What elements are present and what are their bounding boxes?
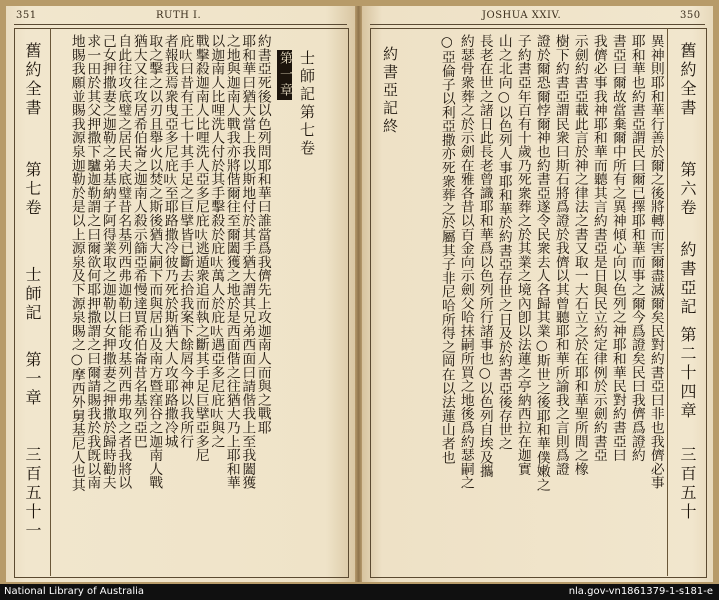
side-volume-right: 第六卷 xyxy=(678,161,697,218)
right-text-column-2: 耶和華也約書亞謂民曰爾已擇耶和華而事之爾今爲證矣民曰我儕爲證約 xyxy=(628,34,645,462)
side-book-right: 約書亞記 xyxy=(678,241,697,317)
right-text-column-8: 子約書亞年百有十歲乃死衆葬之於其業之境內卽以法蓮之亭納西拉在迦實 xyxy=(514,34,531,476)
footer-bar xyxy=(0,584,719,600)
header-rule-right xyxy=(370,24,705,25)
left-text-column-3: 之地與迦南人戰我亦將偕爾往至爾闔獲之地於是西面偕之往猶大乃上耶和華 xyxy=(223,34,240,490)
page-number-left: 351 xyxy=(16,10,37,21)
book-gutter xyxy=(355,6,362,582)
left-text-column-1: 約書亞死後以色列問耶和華曰誰當爲我儕先上攻迦南人而與之戰耶 xyxy=(254,34,271,435)
right-page xyxy=(362,6,713,582)
footer-library: National Library of Australia xyxy=(4,586,145,597)
right-text-column-10: 長老在世之諸日此長老曾識耶和華爲以色列所行諸事也○以色列自埃及攜 xyxy=(476,34,493,478)
left-text-column-11: 己女押撒妻之迦勒之弟基納子阿得業取之迦勒以女押撒妻之押撒於歸時勸夫 xyxy=(99,34,116,490)
left-text-column-6: 庇𠯈曰昔有王七十其手足之巨擘皆已斷去拾我案下餘屑今神以我所行 xyxy=(177,34,194,448)
book-spread xyxy=(6,6,713,582)
left-text-column-12: 求一田於其父押撒下驢迦勒謂之曰爾欲何耶押撒謂之曰爾請賜我於我旣以南 xyxy=(84,34,101,490)
book-heading: 士師記第七卷 xyxy=(298,50,316,158)
right-text-column-12: ○亞倫子以利亞撒亦死衆葬之於屬其子非尼哈所得之岡在以法蓮山者也 xyxy=(438,34,455,464)
side-title-left: 舊約全書 xyxy=(23,42,42,118)
side-title-right: 舊約全書 xyxy=(678,42,697,118)
side-chapter-left: 第一章 xyxy=(23,351,42,408)
page-number-right: 350 xyxy=(680,10,701,21)
side-book-left: 士師記 xyxy=(23,266,42,323)
side-chapter-right: 第二十四章 xyxy=(678,326,697,421)
right-text-column-6: 樹下約書亞謂民衆曰斯石將爲證於我儕以其曾聽耶和華所諭我之言則爲證 xyxy=(552,34,569,476)
right-text-column-11: 約瑟骨衆葬之於示劍在雅各昔以百金向示劍父哈抹嗣所買之地後爲約瑟嗣之 xyxy=(457,34,474,490)
end-mark: 約書亞記終 xyxy=(381,46,399,136)
side-rule-left xyxy=(50,28,51,576)
right-text-column-7: 證於爾恐爾悖爾神也約書亞遂令民衆去人各歸其業○斯世之後耶和華僕嫩之 xyxy=(533,34,550,492)
header-rule-left xyxy=(14,24,347,25)
left-text-column-10: 自此往攻底璧之居民夫底璧昔名基列西弗迦勒曰能攻基列西弗取之者我將以 xyxy=(115,34,132,490)
left-text-column-13: 地賜我願並賜我源泉迦勒於是以上源泉及下源泉賜之○摩西外舅基尼人也其 xyxy=(68,34,85,492)
chapter-heading-box: 第一章 xyxy=(277,51,292,99)
left-text-column-8: 取之擊之以刃且舉火以焚之斯後猶大嗣下而與居山及南方暨窪谷之迦南人戰 xyxy=(146,34,163,490)
right-text-column-4: 我儕必事我神耶和華而聽其言約書亞是日與民立約定律例於示劍約書亞 xyxy=(590,34,607,462)
right-text-column-3: 書亞曰爾故當棄爾中所有之異神傾心向以色列之神耶和華民對約書亞曰 xyxy=(609,34,626,462)
footer-identifier: nla.gov-vn1861379-1-s181-e xyxy=(568,586,713,597)
left-text-column-9: 猶大又往攻居希伯崙之迦南人殺示篩亞希慢達買希伯崙昔名基列亞巴 xyxy=(130,34,147,448)
side-rule-right xyxy=(667,28,668,576)
running-head-right: JOSHUA XXIV. xyxy=(482,10,562,21)
side-pageno-left: 三百五十一 xyxy=(23,446,42,541)
side-volume-left: 第七卷 xyxy=(23,161,42,218)
left-text-column-4: 以迦南人比哩洗人付於其手擊殺於庇𠯈萬人於庇𠯈遇亞多尼庇𠯈與之 xyxy=(208,34,225,448)
right-text-column-5: 示劍約書亞載此言於神之律法之書又取一大石立之於在耶和華聖所間之橡 xyxy=(571,34,588,476)
running-head-left: RUTH I. xyxy=(156,10,202,21)
right-text-column-1: 異神則耶和華行善於爾之後將轉而害爾盡滅爾矣民對約書亞曰非也我儕必事 xyxy=(647,34,664,490)
left-text-column-2: 耶和華曰猶大當上我以斯地付於其手猶大謂其兄弟西面曰請偕我上至我闔獲 xyxy=(239,34,256,490)
left-page xyxy=(6,6,355,582)
right-text-column-9: 山之北向○以色列人事耶和華於約書亞存世之日及於約書亞後存世之 xyxy=(495,34,512,451)
left-text-column-7: 者報我焉衆曳亞多尼庇𠯈至耶路撒冷彼乃死於斯猶大人攻耶路撒冷城 xyxy=(161,34,178,448)
left-text-column-5: 戰擊殺迦南人比哩洗人亞多尼庇𠯈逃遁衆追而執之斷其手足巨擘亞多尼 xyxy=(192,34,209,462)
side-pageno-right: 三百五十 xyxy=(678,446,697,522)
